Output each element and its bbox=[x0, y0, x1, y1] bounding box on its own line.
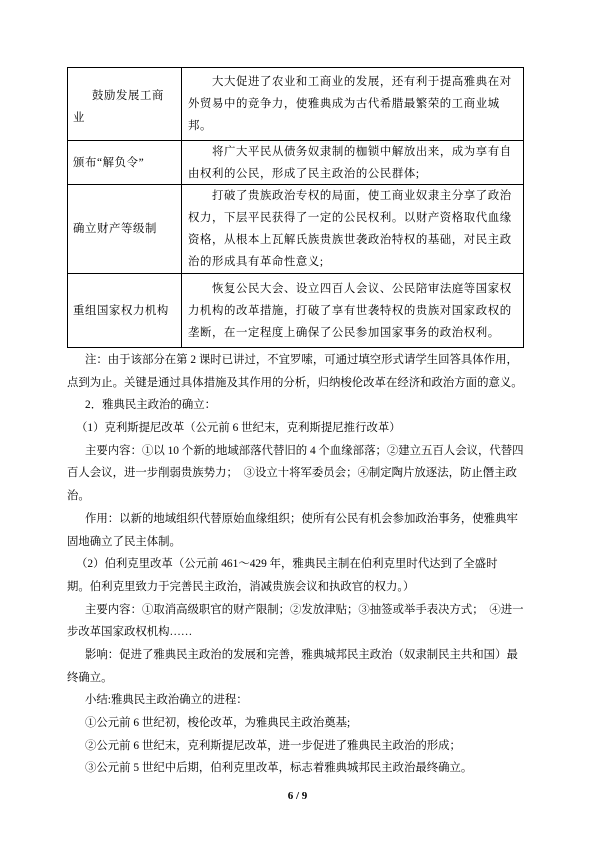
table-row bbox=[67, 140, 524, 184]
cell-line: 权力，下层平民获得了一定的公民权利。以财产资格取代血缘 bbox=[188, 212, 512, 224]
cell-line: 业 bbox=[73, 112, 85, 124]
summary-heading bbox=[67, 689, 524, 712]
effect-cell bbox=[182, 185, 523, 273]
paragraph-line: ①公元前 6 世纪初，梭伦改革，为雅典民主政治奠基; bbox=[85, 717, 351, 729]
paragraph-line: 主要内容：①取消高级职官的财产限制；②发放津贴；③抽签或举手表决方式； ④进一 bbox=[85, 603, 524, 616]
cell-line: 垄断，在一定程度上确保了公民参加国家事务的政治权利。 bbox=[188, 326, 500, 339]
paragraph-line: 影响：促进了雅典民主政治的发展和完善，雅典城邦民主政治（奴隶制民主共和国）最 bbox=[85, 648, 518, 661]
paragraph-line: 点到为止。关键是通过具体措施及其作用的分析，归纳梭伦改革在经济和政治方面的意义。 bbox=[67, 376, 523, 389]
paragraph-line: 固地确立了民主体制。 bbox=[67, 535, 181, 548]
table-row bbox=[67, 184, 524, 273]
cell-line: 打破了贵族政治专权的局面，使工商业奴隶主分享了政治 bbox=[212, 190, 512, 202]
paragraph-line: 2．雅典民主政治的确立： bbox=[85, 399, 216, 412]
cell-line: 邦。 bbox=[188, 120, 212, 132]
teaching-note bbox=[67, 349, 524, 394]
cell-line: 重组国家权力机构 bbox=[73, 304, 169, 317]
table-row bbox=[67, 273, 524, 348]
cell-line: 外贸易中的竞争力，使雅典成为古代希腊最繁荣的工商业城 bbox=[188, 98, 500, 110]
subsection-heading-pericles bbox=[67, 553, 524, 598]
paragraph-line: ③公元前 5 世纪中后期，伯利克里改革，标志着雅典城邦民主政治最终确立。 bbox=[85, 762, 473, 775]
cleisthenes-main-content bbox=[67, 440, 524, 508]
table-row bbox=[67, 67, 524, 140]
paragraph-line: 治。 bbox=[67, 490, 90, 503]
summary-item bbox=[67, 712, 524, 735]
pericles-impact bbox=[67, 644, 524, 689]
paragraph-line: 步改革国家政权机构…… bbox=[67, 626, 193, 639]
cell-line: 资格，从根本上瓦解氏族贵族世袭政治特权的基础，对民主政 bbox=[188, 234, 512, 246]
measure-cell bbox=[68, 68, 182, 140]
pericles-main-content bbox=[67, 599, 524, 644]
paragraph-line: 百人会议，进一步削弱贵族势力； ③设立十将军委员会；④制定陶片放逐法，防止僭主政 bbox=[67, 467, 517, 480]
cell-line: 鼓励发展工商 bbox=[92, 90, 164, 102]
paragraph-line: 小结:雅典民主政治确立的进程： bbox=[85, 694, 248, 707]
cell-line: 恢复公民大会、设立四百人会议、公民陪审法庭等国家权 bbox=[212, 282, 512, 295]
subsection-heading-cleisthenes bbox=[67, 417, 524, 440]
paragraph-line: （2）伯利克里改革（公元前 461～429 年，雅典民主制在伯利克里时代达到了全盛时 bbox=[76, 558, 498, 571]
measure-cell bbox=[68, 141, 182, 184]
cell-line: 力机构的改革措施，打破了享有世袭特权的贵族对国家政权的 bbox=[188, 304, 512, 317]
cell-line: 颁布“解负令” bbox=[73, 156, 145, 169]
effect-cell bbox=[182, 141, 523, 184]
reform-measures-table bbox=[67, 67, 524, 348]
paragraph-line: 作用：以新的地域组织代替原始血缘组织；使所有公民有机会参加政治事务，使雅典牢 bbox=[85, 512, 518, 525]
measure-cell bbox=[68, 185, 182, 273]
paragraph-line: 终确立。 bbox=[67, 671, 113, 684]
paragraph-line: （1）克利斯提尼改革（公元前 6 世纪末，克利斯提尼推行改革） bbox=[76, 422, 401, 435]
cell-line: 大大促进了农业和工商业的发展，还有利于提高雅典在对 bbox=[212, 76, 512, 88]
cleisthenes-effect bbox=[67, 508, 524, 553]
cell-line: 将广大平民从债务奴隶制的枷锁中解放出来，成为享有自 bbox=[212, 145, 512, 158]
cell-line: 治的形成具有革命性意义; bbox=[188, 256, 324, 268]
effect-cell bbox=[182, 68, 523, 140]
measure-cell bbox=[68, 274, 182, 347]
paragraph-line: 主要内容：①以 10 个新的地域部落代替旧的 4 个血缘部落；②建立五百人会议，代替四 bbox=[85, 444, 524, 457]
summary-item bbox=[67, 735, 524, 758]
section-heading bbox=[67, 394, 524, 417]
paragraph-line: ②公元前 6 世纪末，克利斯提尼改革，进一步促进了雅典民主政治的形成； bbox=[85, 739, 461, 752]
paragraph-line: 期。伯利克里致力于完善民主政治，消减贵族会议和执政官的权力。） bbox=[67, 580, 415, 593]
page-number: 6 / 9 bbox=[287, 790, 308, 802]
summary-item bbox=[67, 757, 524, 780]
effect-cell bbox=[182, 274, 523, 347]
paragraph-line: 注：由于该部分在第 2 课时已讲过，不宜罗嗦，可通过填空形式请学生回答具体作用， bbox=[85, 354, 518, 366]
cell-line: 由权利的公民，形成了民主政治的公民群体; bbox=[188, 167, 420, 180]
body-text bbox=[67, 349, 524, 780]
cell-line: 确立财产等级制 bbox=[73, 223, 157, 235]
